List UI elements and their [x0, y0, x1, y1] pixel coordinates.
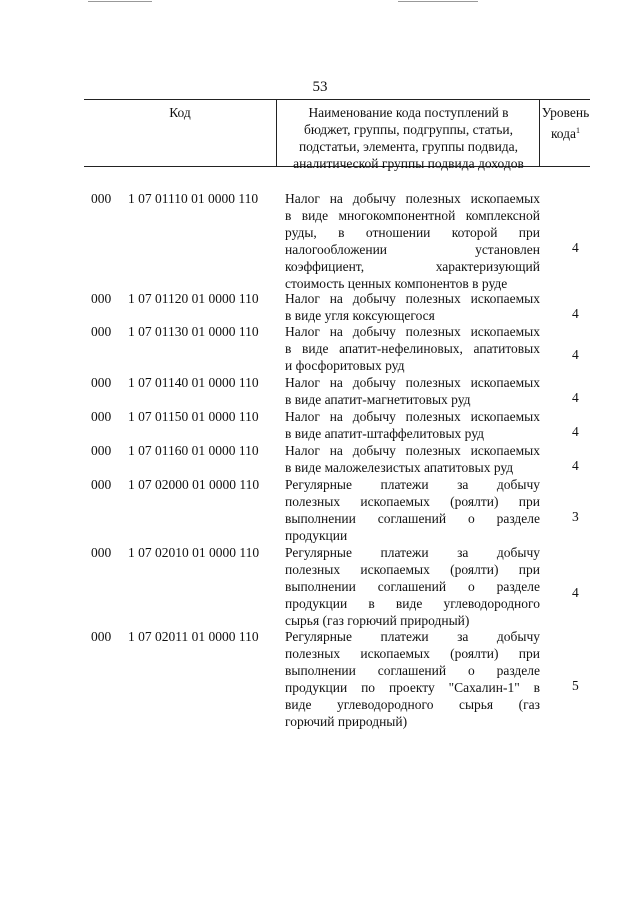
admin-code: 000: [91, 191, 112, 206]
revenue-name-line: налогообложении установлен: [285, 242, 540, 257]
header-level-line2: [541, 122, 590, 143]
admin-code: 000: [91, 375, 112, 390]
code-level: 3: [572, 509, 579, 524]
revenue-name-line: выполнении соглашений о разделе: [285, 663, 540, 678]
revenue-name-line: выполнении соглашений о разделе: [285, 511, 540, 526]
admin-code: 000: [91, 409, 112, 424]
revenue-name-line: и фосфоритовых руд: [285, 358, 405, 373]
header-level-word: кода: [550, 126, 577, 141]
revenue-name-line: Регулярные платежи за добычу: [285, 477, 540, 492]
revenue-name-line: Налог на добычу полезных ископаемых: [285, 409, 540, 424]
revenue-code: 1 07 01130 01 0000 110: [128, 324, 259, 339]
admin-code: 000: [91, 545, 112, 560]
revenue-name-line: Налог на добычу полезных ископаемых: [285, 375, 540, 390]
revenue-name: [285, 628, 540, 730]
revenue-code: 1 07 02011 01 0000 110: [128, 629, 259, 644]
revenue-name-line: горючий природный): [285, 714, 408, 729]
code-level: 4: [572, 240, 579, 255]
code-level: 4: [572, 585, 579, 600]
revenue-name-line: Налог на добычу полезных ископаемых: [285, 291, 540, 306]
revenue-name-line: полезных ископаемых (роялти) при: [285, 562, 540, 577]
admin-code: 000: [91, 477, 112, 492]
revenue-name-line: руды, в отношении которой при: [285, 225, 540, 240]
revenue-code: 1 07 01160 01 0000 110: [128, 443, 259, 458]
revenue-name: [285, 544, 540, 629]
revenue-name-line: Налог на добычу полезных ископаемых: [285, 443, 540, 458]
page-number: 53: [312, 79, 328, 95]
revenue-name: [285, 374, 540, 408]
revenue-name-line: в виде апатит-магнетитовых руд: [285, 392, 471, 407]
revenue-name: [285, 408, 540, 442]
scan-top-rule-left: [88, 1, 152, 2]
header-name-line: бюджет, группы, подгруппы, статьи,: [304, 122, 513, 137]
revenue-code: 1 07 02000 01 0000 110: [128, 477, 260, 492]
revenue-name-line: Регулярные платежи за добычу: [285, 545, 540, 560]
revenue-name-line: Налог на добычу полезных ископаемых: [285, 191, 540, 206]
admin-code: 000: [91, 324, 112, 339]
revenue-name-line: Налог на добычу полезных ископаемых: [285, 324, 540, 339]
header-level: [541, 100, 590, 166]
revenue-name: [285, 323, 540, 374]
code-level: 5: [572, 678, 579, 693]
revenue-name-line: в виде апатит-нефелиновых, апатитовых: [285, 341, 540, 356]
header-code: Код: [84, 100, 277, 166]
revenue-name-line: коэффициент, характеризующий: [285, 259, 540, 274]
revenue-name: [285, 190, 540, 292]
revenue-name-line: в виде апатит-штаффелитовых руд: [285, 426, 484, 441]
code-level: 4: [572, 424, 579, 439]
revenue-name: [285, 290, 540, 324]
admin-code: 000: [91, 291, 112, 306]
code-level: 4: [572, 306, 579, 321]
revenue-name-line: в виде угля коксующегося: [285, 308, 435, 323]
revenue-name-line: продукции в виде углеводородного: [285, 596, 540, 611]
revenue-name-line: в виде маложелезистых апатитовых руд: [285, 460, 514, 475]
footnote-mark: 1: [576, 126, 581, 135]
header-name-line: аналитической группы подвида доходов: [293, 156, 524, 171]
revenue-name-line: виде углеводородного сырья (газ: [285, 697, 540, 712]
code-level: 4: [572, 347, 579, 362]
revenue-name-line: сырья (газ горючий природный): [285, 613, 470, 628]
table-header: [84, 99, 590, 171]
admin-code: 000: [91, 443, 112, 458]
revenue-name: [285, 476, 540, 544]
revenue-code: 1 07 01120 01 0000 110: [128, 291, 259, 306]
code-level: 4: [572, 458, 579, 473]
scan-top-rule-right: [398, 1, 478, 2]
code-level: 4: [572, 390, 579, 405]
revenue-name-line: продукции: [285, 528, 348, 543]
revenue-name-line: выполнении соглашений о разделе: [285, 579, 540, 594]
admin-code: 000: [91, 629, 112, 644]
revenue-code: 1 07 01150 01 0000 110: [128, 409, 259, 424]
revenue-name-line: полезных ископаемых (роялти) при: [285, 646, 540, 661]
revenue-name-line: стоимость ценных компонентов в руде: [285, 276, 508, 291]
header-level-line1: Уровень: [541, 105, 590, 120]
header-name-line: Наименование кода поступлений в: [308, 105, 509, 120]
revenue-name: [285, 442, 540, 476]
header-name: [278, 100, 540, 171]
header-name-line: подстатьи, элемента, группы подвида,: [298, 139, 519, 154]
revenue-name-line: продукции по проекту "Сахалин-1" в: [285, 680, 540, 695]
revenue-name-line: в виде многокомпонентной комплексной: [285, 208, 540, 223]
revenue-name-line: Регулярные платежи за добычу: [285, 629, 540, 644]
revenue-code: 1 07 02010 01 0000 110: [128, 545, 260, 560]
revenue-name-line: полезных ископаемых (роялти) при: [285, 494, 540, 509]
revenue-code: 1 07 01110 01 0000 110: [128, 191, 259, 206]
revenue-code: 1 07 01140 01 0000 110: [128, 375, 259, 390]
